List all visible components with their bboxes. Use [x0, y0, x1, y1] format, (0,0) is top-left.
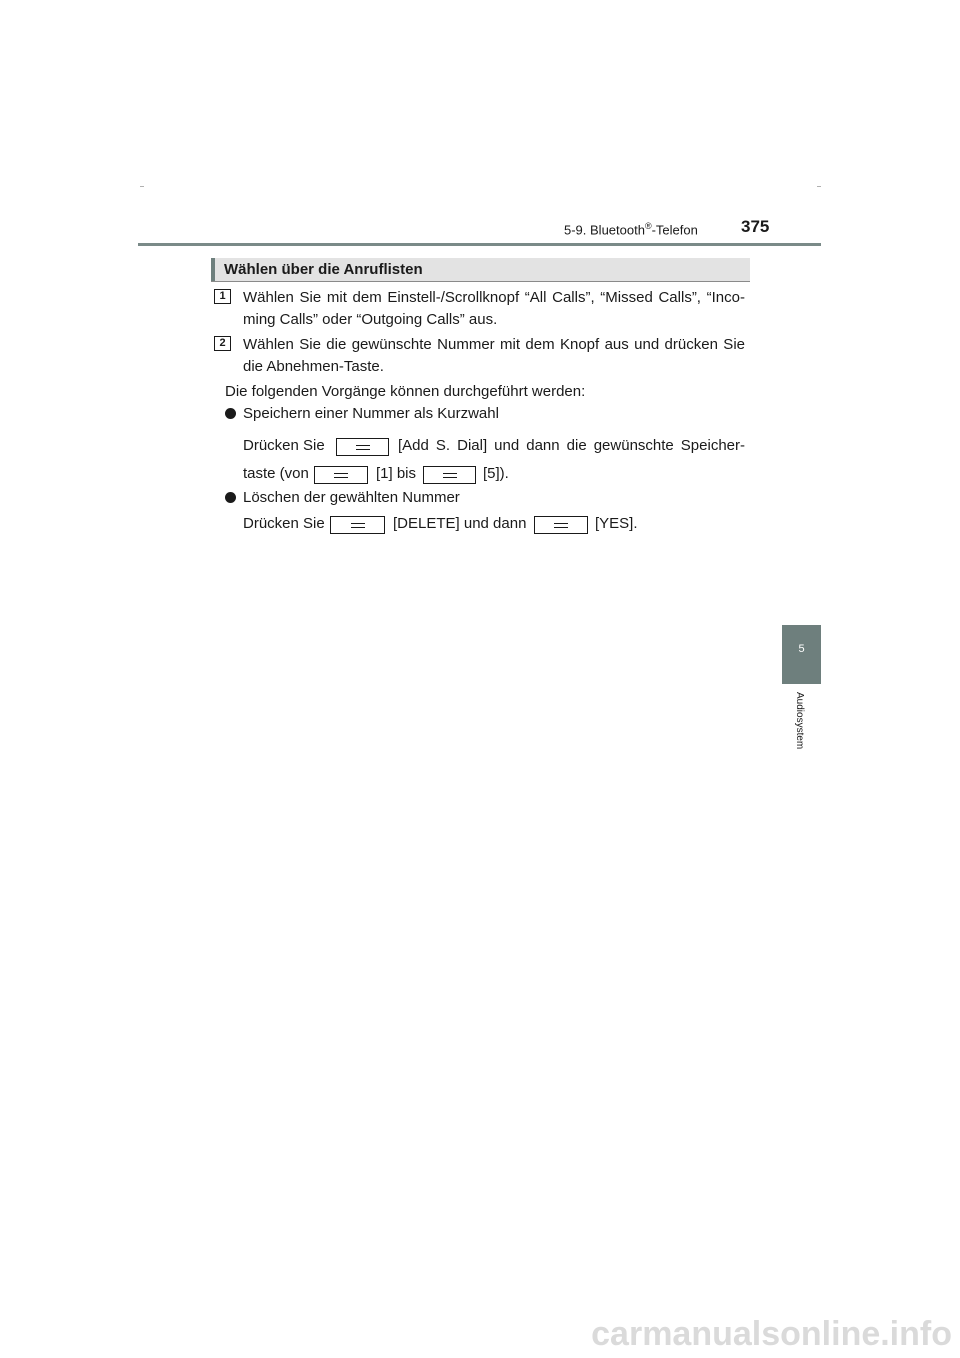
header-rule [138, 243, 821, 246]
add-speed-dial-button-icon [336, 438, 389, 456]
bullet-title-delete: Löschen der gewählten Nummer [243, 489, 460, 506]
step-number-2: 2 [214, 336, 231, 351]
instruction-delete-middle: [DELETE] und dann [393, 515, 527, 532]
operations-intro: Die folgenden Vorgänge können durchgeführt werden: [225, 383, 586, 400]
delete-button-icon [330, 516, 385, 534]
chapter-tab[interactable] [782, 625, 821, 684]
bullet-icon [225, 492, 236, 503]
instruction-preset-key-middle: [1] bis [376, 465, 417, 482]
registered-mark: ® [644, 221, 652, 231]
section-title-bar [211, 258, 750, 282]
section-title: Wählen über die Anruflisten [224, 261, 423, 278]
bullet-title-speed-dial: Speichern einer Nummer als Kurzwahl [243, 405, 499, 422]
step-text-1: Wählen Sie mit dem Einstell-/Scrollknopf “All Calls”, “Missed Calls”, “Inco-ming Calls” oder “Outgoing Calls” aus. [243, 289, 745, 328]
running-header-section: 5-9. Bluetooth®-Telefon [564, 221, 698, 238]
preset-button-1-icon [314, 466, 368, 484]
bullet-icon [225, 408, 236, 419]
chapter-tab-number: 5 [798, 643, 805, 655]
instruction-add-speed-dial-rest: [Add S. Dial] und dann die gewünschte Speicher- [398, 437, 745, 454]
instruction-preset-key-end: [5]). [483, 465, 509, 482]
crop-mark-right [817, 186, 821, 187]
instruction-add-speed-dial: Drücken Sie [243, 437, 325, 454]
instruction-delete-start: Drücken Sie [243, 515, 325, 532]
chapter-tab-label: Audiosystem [794, 692, 805, 750]
watermark: carmanualsonline.info [591, 1315, 952, 1353]
page-number: 375 [741, 217, 770, 236]
step-text-2: Wählen Sie die gewünschte Nummer mit dem Knopf aus und drücken Sie die Abnehmen-Taste. [243, 336, 745, 375]
preset-button-5-icon [423, 466, 476, 484]
yes-button-icon [534, 516, 588, 534]
crop-mark-left [140, 186, 144, 187]
instruction-delete-end: [YES]. [595, 515, 638, 532]
step-number-1: 1 [214, 289, 231, 304]
section-title-accent [211, 258, 215, 281]
instruction-preset-key-start: taste (von [243, 465, 309, 482]
